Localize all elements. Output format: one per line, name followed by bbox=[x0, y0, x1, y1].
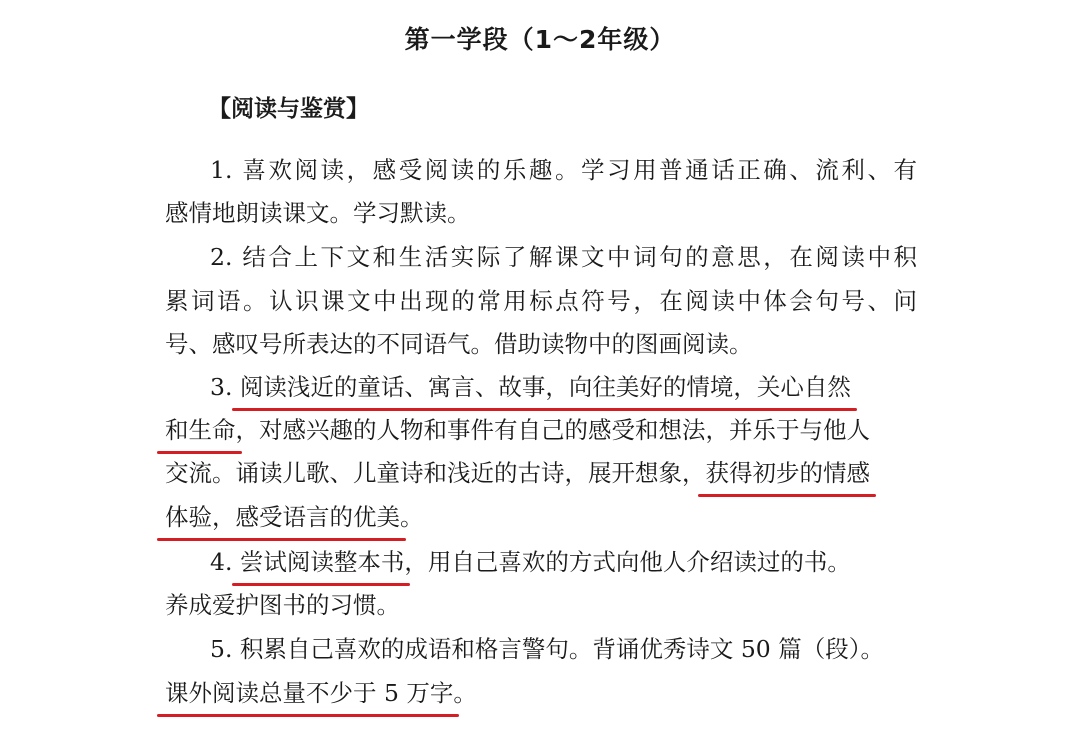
underlined-phrase-life: 和生命 bbox=[165, 413, 236, 447]
item-5-line-2 bbox=[165, 676, 477, 710]
item-4-line-1 bbox=[210, 545, 851, 579]
item-2-line-1: 2. 结合上下文和生活实际了解课文中词句的意思，在阅读中积 bbox=[210, 243, 917, 271]
item-3-line-4 bbox=[165, 500, 424, 534]
item-4-line-2: 养成爱护图书的习惯。 bbox=[165, 591, 400, 619]
underlined-phrase-language-beauty: 体验，感受语言的优美 bbox=[165, 500, 400, 534]
item-3-line-2-text: ，对感兴趣的人物和事件有自己的感受和想法，并乐于与他人 bbox=[235, 416, 870, 444]
item-3-line-3-text: 交流。诵读儿歌、儿童诗和浅近的古诗，展开想象， bbox=[165, 459, 706, 487]
underlined-phrase-whole-book: 尝试阅读整本书 bbox=[240, 545, 405, 579]
item-3-line-4-end: 。 bbox=[400, 503, 424, 531]
page-title: 第一学段（1～2年级） bbox=[404, 25, 676, 54]
underlined-phrase-reading-volume: 课外阅读总量不少于 5 万字 bbox=[165, 676, 453, 710]
item-1-line-1: 1. 喜欢阅读，感受阅读的乐趣。学习用普通话正确、流利、有 bbox=[210, 156, 917, 184]
section-heading: 【阅读与鉴赏】 bbox=[208, 96, 369, 122]
underlined-phrase-fairy-tales: 阅读浅近的童话、寓言、故事，向往美好的情境，关心自然 bbox=[240, 370, 851, 404]
item-3-line-1 bbox=[210, 370, 851, 404]
item-4-line-1-text: ，用自己喜欢的方式向他人介绍读过的书。 bbox=[404, 548, 851, 576]
item-4-number: 4. bbox=[210, 548, 240, 576]
item-2-line-2: 累词语。认识课文中出现的常用标点符号，在阅读中体会句号、问 bbox=[165, 287, 917, 315]
item-5-line-2-end: 。 bbox=[453, 679, 477, 707]
item-3-line-2 bbox=[165, 413, 870, 447]
item-3-number: 3. bbox=[210, 373, 240, 401]
underlined-phrase-emotional-experience: 获得初步的情感 bbox=[706, 456, 871, 490]
item-3-line-3 bbox=[165, 456, 870, 490]
item-5-line-1: 5. 积累自己喜欢的成语和格言警句。背诵优秀诗文 50 篇（段）。 bbox=[210, 635, 884, 663]
item-1-line-2: 感情地朗读课文。学习默读。 bbox=[165, 199, 471, 227]
item-2-line-3: 号、感叹号所表达的不同语气。借助读物中的图画阅读。 bbox=[165, 330, 753, 358]
